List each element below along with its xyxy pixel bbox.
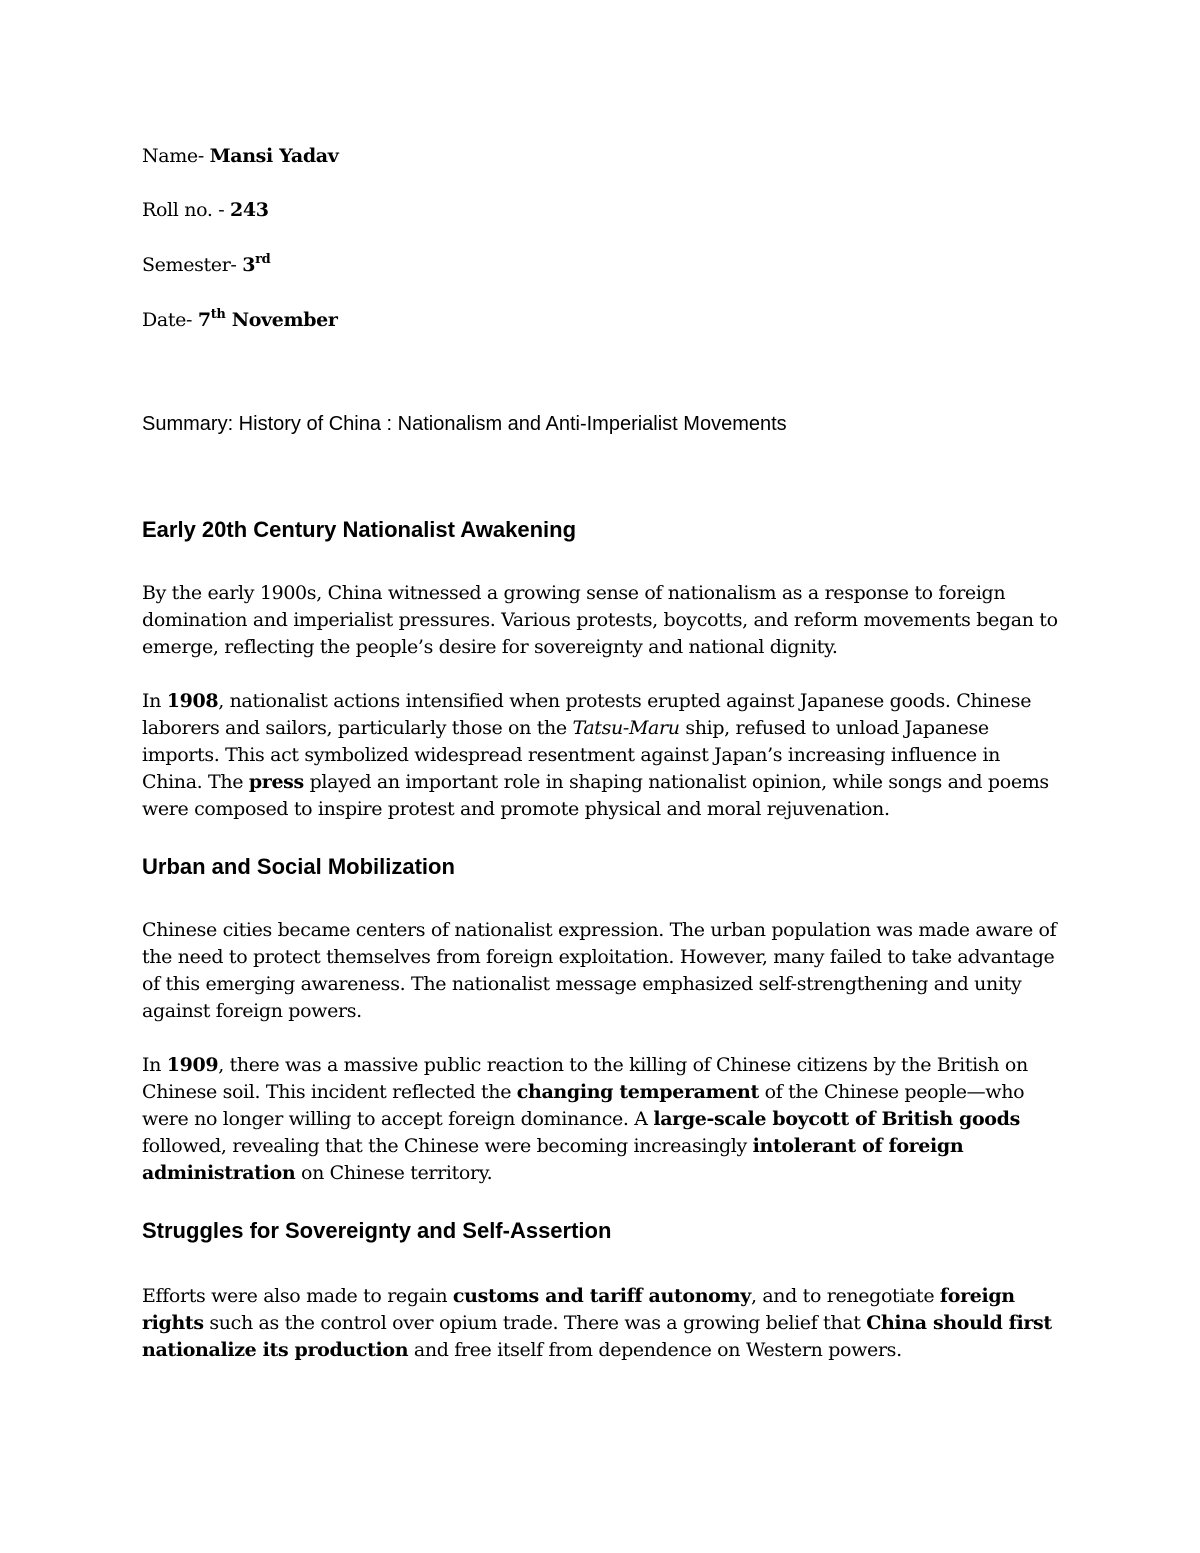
date-label: Date-: [142, 309, 198, 331]
section-heading-urban-social-mobilization: Urban and Social Mobilization: [142, 854, 455, 879]
name-label: Name-: [142, 145, 210, 167]
semester-suffix: rd: [255, 251, 271, 267]
section-3-paragraph-1: Efforts were also made to regain customs and tariff autonomy, and to renegotiate foreign rights such as the control over opium trade. There was a growing belief that China should first nationalize its production and free itself from dependence on Western powers.: [142, 1285, 1052, 1361]
roll-value: 243: [229, 199, 269, 221]
name-value: Mansi Yadav: [209, 145, 339, 167]
section-2-paragraph-2: In 1909, there was a massive public reaction to the killing of Chinese citizens by the British on Chinese soil. This incident reflected the changing temperament of the Chinese people—who were no longer willing to accept foreign dominance. A large-scale boycott of British goods followed, revealing that the Chinese were becoming increasingly intolerant of foreign administration on Chinese territory.: [142, 1054, 1028, 1184]
date-suffix: th: [210, 306, 226, 322]
name-line: [142, 143, 338, 170]
section-2-paragraph-1: Chinese cities became centers of nationalist expression. The urban population was made aware of the need to protect themselves from foreign exploitation. However, many failed to take advantage of this emerging awareness. The nationalist message emphasized self-strengthening and unity against foreign powers.: [142, 919, 1057, 1022]
roll-label: Roll no. -: [142, 199, 230, 221]
semester-value: 3: [242, 254, 256, 276]
section-heading-early-20th-century: Early 20th Century Nationalist Awakening: [142, 517, 577, 542]
section-1-paragraph-2: In 1908, nationalist actions intensified when protests erupted against Japanese goods. Chinese laborers and sailors, particularly those on the Tatsu-Maru ship, refused to unload Japanese imports. This act symbolized widespread resentment against Japan’s increasing influence in China. The press played an important role in shaping nationalist opinion, while songs and poems were composed to inspire protest and promote physical and moral rejuvenation.: [142, 690, 1049, 820]
semester-line: [142, 252, 270, 279]
section-1-paragraph-1: By the early 1900s, China witnessed a growing sense of nationalism as a response to foreign domination and imperialist pressures. Various protests, boycotts, and reform movements began to emerge, reflecting the people’s desire for sovereignty and national dignity.: [142, 582, 1058, 658]
date-value: 7: [197, 309, 211, 331]
date-month: November: [225, 309, 338, 331]
date-line: [142, 307, 338, 334]
roll-line: [142, 197, 269, 224]
semester-label: Semester-: [142, 254, 243, 276]
summary-title: Summary: History of China : Nationalism and Anti-Imperialist Movements: [142, 413, 787, 435]
section-heading-struggles-sovereignty: Struggles for Sovereignty and Self-Assertion: [142, 1218, 612, 1243]
